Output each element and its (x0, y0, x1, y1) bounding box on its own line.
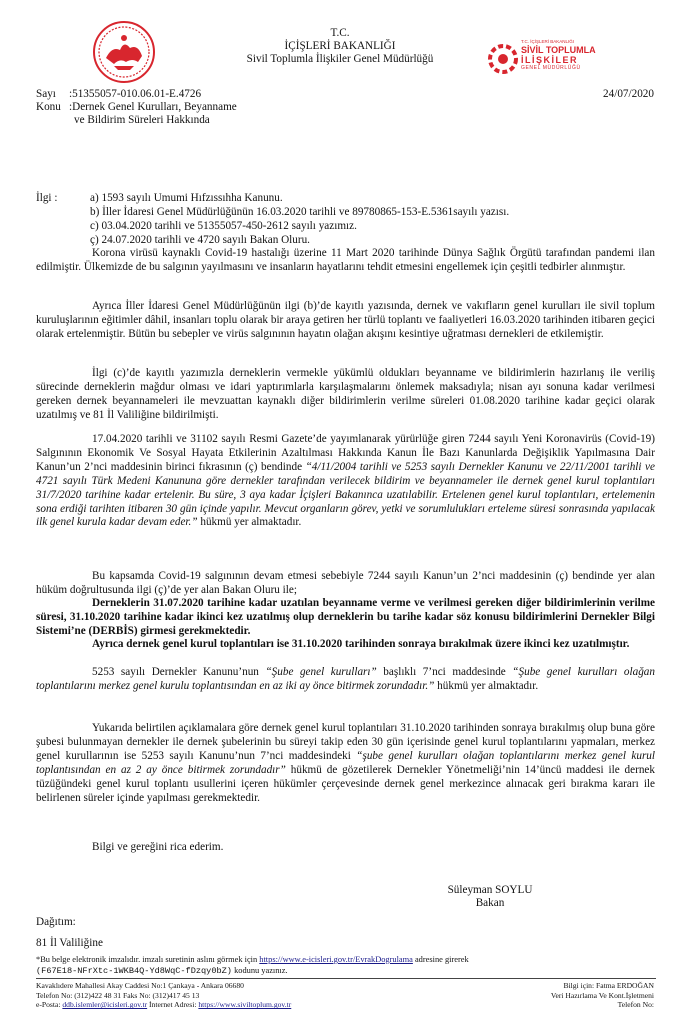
footer-web-label: İnternet Adresi: (147, 1000, 199, 1010)
footer-address: Kavaklıdere Mahallesi Akay Caddesi No:1 Çankaya - Ankara 06680 (36, 981, 244, 990)
ministry-seal-logo (92, 20, 156, 84)
paragraph-4-end: hükmü yer almaktadır. (197, 516, 302, 529)
konu-line1: :Dernek Genel Kurulları, Beyanname (69, 101, 237, 113)
paragraph-3: İlgi (c)’de kayıtlı yazımızla derneklerin vermekle yükümlü oldukları beyanname ve bildirimlerin hazırlanış ile veriliş sürecinde derneklerin mağdur olması ve idari yaptırımlarla karşılaşmalarını önlemek maksadıyla; nisan ayı sonuna kadar verilmesi gereken dernek beyannameleri ile mevzuattan kaynaklı diğer bildirimlerin verilme süreleri 01.08.2020 tarihine kadar geçici olarak uzatılmış ve 81 İl Valiliğine bildirilmişti. (36, 367, 655, 421)
paragraph-1: Korona virüsü kaynaklı Covid-19 hastalığı üzerine 11 Mart 2020 tarihinde Dünya Sağlık Örgütü tarafından pandemi ilan edilmiştir. Ülkemizde de bu salgının yayılmasını ve insanların hayatlarını tehdit etmesini engellemek için çeşitli tedbirler alınmıştır. (36, 247, 655, 273)
paragraph-2: Ayrıca İller İdaresi Genel Müdürlüğünün ilgi (b)’de kayıtlı yazısında, dernek ve vakıfların genel kurulları ile sivil toplum kuruluşlarının eğitimler dâhil, insanları toplu olarak bir araya getiren her türlü toplantı ve faaliyetleri 16.03.2020 tarihinden itibaren geçici olarak ertelenmiştir. Bütün bu sebepler ve virüs salgınının hayatın olağan akışını kesintiye uğratması dernekleri de etkilemiştir. (36, 300, 655, 340)
ministry-seal-icon (92, 20, 156, 84)
paragraph-9-a: Yukarıda belirtilen açıklamalara göre dernek genel kurul toplantıları 31.10.2020 tarihinden sonraya bırakılmış olup buna göre şubesi bulunmayan dernekler ile dernek şubelerinin bu süreyi takip eden 30 gün içerisinde genel kurul toplantılarını yapmaları, merkez genel kurullarının ise 5253 sayılı Kanunu’nun 7’nci maddesindeki (36, 722, 655, 762)
footer-info-phone: Telefon No: (617, 1000, 654, 1010)
konu-label: Konu (36, 101, 61, 113)
paragraph-9-b: hükmü de gözetilerek Dernekler Yönetmeliği’nin 14’üncü maddesi ile dernek tüzüğündeki genel kurul toplantı usullerini içeren hükümler çerçevesinde dernek genel merkezince alınacak geri bırakma kararı ile belirlenen süreler içinde yapılması gerekmektedir. (36, 763, 655, 804)
footer-web-link[interactable]: https://www.siviltoplum.gov.tr (198, 1000, 292, 1010)
footer-info-contact: Bilgi için: Fatma ERDOĞAN (563, 981, 654, 990)
paragraph-9 (36, 722, 655, 805)
footer-phone: Telefon No: (312)422 48 31 Faks No: (312)417 45 13 (36, 990, 200, 1000)
paragraph-4-start: 17.04.2020 tarihli ve 31102 sayılı Resmi Gazete’de yayımlanarak yürürlüğe giren 7244 sayılı Yeni Koronavirüs (Covid-19) Salgınının Ekonomik Ve Sosyal Hayata Etkilerinin Azaltılması Hakkında Kanun İle Bazı Kanunlarda Değişiklik Yapılmasına Dair Kanun’un 2’nci maddesinin birinci fıkrasının (ç) bendinde (36, 433, 655, 473)
header-directorate: Sivil Toplumla İlişkiler Genel Müdürlüğü (246, 53, 434, 65)
ilgi-item: a) 1593 sayılı Umumi Hıfzıssıhha Kanunu. (90, 192, 283, 204)
paragraph-8-q2: “Şube genel kurulları olağan toplantılarını merkez genel kurulu toplantısından en az iki ay önce bitirmek zorundadır.” (36, 666, 655, 692)
distribution-item: 81 İl Valiliğine (36, 937, 103, 949)
ilgi-item: ç) 24.07.2020 tarihli ve 4720 sayılı Bakan Oluru. (90, 233, 310, 246)
stk-logo-top: T.C. İÇİŞLERİ BAKANLIĞI (521, 39, 575, 44)
paragraph-10: Bilgi ve gereğini rica ederim. (92, 841, 224, 853)
ilgi-list (90, 192, 509, 248)
paragraph-8 (36, 666, 655, 694)
verification-code: (F67E18-NFrXtc-1WKB4Q-Yd8WqC-fDzqy0bZ) (36, 966, 232, 976)
stk-logo-icon (488, 36, 518, 82)
document-date: 24/07/2020 (603, 88, 654, 100)
paragraph-8-a: 5253 sayılı Dernekler Kanunu’nun (92, 666, 266, 678)
paragraph-9-q: “şube genel kurulları olağan toplantılarını merkez genel kurul toplantısından en az 2 ay önce bitirmek zorundadır” (36, 749, 656, 776)
sayi-value: :51355057-010.06.01-E.4726 (69, 88, 202, 100)
ilgi-item: c) 03.04.2020 tarihli ve 51355057-450-2612 sayılı yazımız. (90, 219, 357, 232)
sayi-label: Sayı (36, 88, 56, 100)
paragraph-4-quote: “4/11/2004 tarihli ve 5253 sayılı Dernekler Kanunu ve 22/11/2001 tarihli ve 4721 sayılı Türk Medeni Kanununa göre dernekler tarafından verilecek bildirim ve beyannameler ile dernek genel kurul toplantıları 31/7/2020 tarihine kadar ertelenir. Bu süre, 3 aya kadar İçişleri Bakanınca uzatılabilir. Ertelenen genel kurul toplantıları, ertelemenin sona erdiği tarihten itibaren 30 gün içinde yapılır. Mevcut organların görev, yetki ve sorumlulukları erteleme süresi sonrasında yapılacak ilk genel kurula kadar devam eder.” (36, 460, 655, 529)
verification-notice (36, 954, 656, 965)
stk-logo-line3: GENEL MÜDÜRLÜĞÜ (521, 65, 581, 71)
signature-name: Süleyman SOYLU (447, 884, 533, 896)
paragraph-4 (36, 433, 655, 530)
paragraph-8-q1: “Şube genel kurulları” (265, 666, 377, 678)
signature-title: Bakan (475, 897, 505, 909)
stk-logo-line2: İLİŞKİLER (521, 55, 579, 65)
footer-divider (36, 978, 656, 979)
ilgi-item: b) İller İdaresi Genel Müdürlüğünün 16.03.2020 tarihli ve 89780865-153-E.5361sayılı yazısı. (90, 205, 510, 218)
footer-info-title: Veri Hazırlama Ve Kont.İşletmeni (550, 990, 654, 1000)
header-tc: T.C. (330, 27, 350, 39)
paragraph-6-bold: Derneklerin 31.07.2020 tarihine kadar uzatılan beyanname verme ve verilmesi gereken diğer bildirimlerinin verilme süresi, 31.10.2020 tarihine kadar ikinci kez uzatılmış olup derneklerin bu tarihe kadar söz konusu bildirimlerini Dernekler Bilgi Sistemi’ne (DERBİS) girmesi gerekmektedir. (36, 597, 655, 637)
header-ministry: İÇİŞLERİ BAKANLIĞI (284, 40, 396, 52)
paragraph-8-b: başlıklı 7’nci maddesinde (376, 666, 513, 678)
verification-notice-a: *Bu belge elektronik imzalıdır. imzalı suretinin aslını görmek için (36, 955, 260, 964)
verification-notice-b: adresine girerek (412, 955, 469, 964)
ilgi-label: İlgi : (36, 192, 58, 204)
konu-line2: ve Bildirim Süreleri Hakkında (74, 114, 210, 126)
stk-logo (488, 36, 598, 84)
stk-logo-line1: SİVİL TOPLUMLA (521, 45, 596, 55)
verification-code-suffix: kodunu yazınız. (231, 966, 288, 975)
verification-link[interactable]: https://www.e-icisleri.gov.tr/EvrakDogrulama (259, 955, 413, 964)
paragraph-7-bold: Ayrıca dernek genel kurul toplantıları ise 31.10.2020 tarihinden sonraya bırakılmak üzere ikinci kez uzatılmıştır. (92, 638, 630, 650)
paragraph-5: Bu kapsamda Covid-19 salgınının devam etmesi sebebiyle 7244 sayılı Kanun’un 2’nci maddesinin (ç) bendinde yer alan hüküm doğrultusunda ilgi (ç)’de yer alan Bakan Oluru ile; (36, 570, 655, 596)
paragraph-8-c: hükmü yer almaktadır. (434, 679, 539, 692)
footer-email-link[interactable]: ddb.islemler@icisleri.gov.tr (62, 1000, 148, 1010)
distribution-label: Dağıtım: (36, 916, 76, 928)
footer-email-label: e-Posta: (36, 1000, 63, 1010)
